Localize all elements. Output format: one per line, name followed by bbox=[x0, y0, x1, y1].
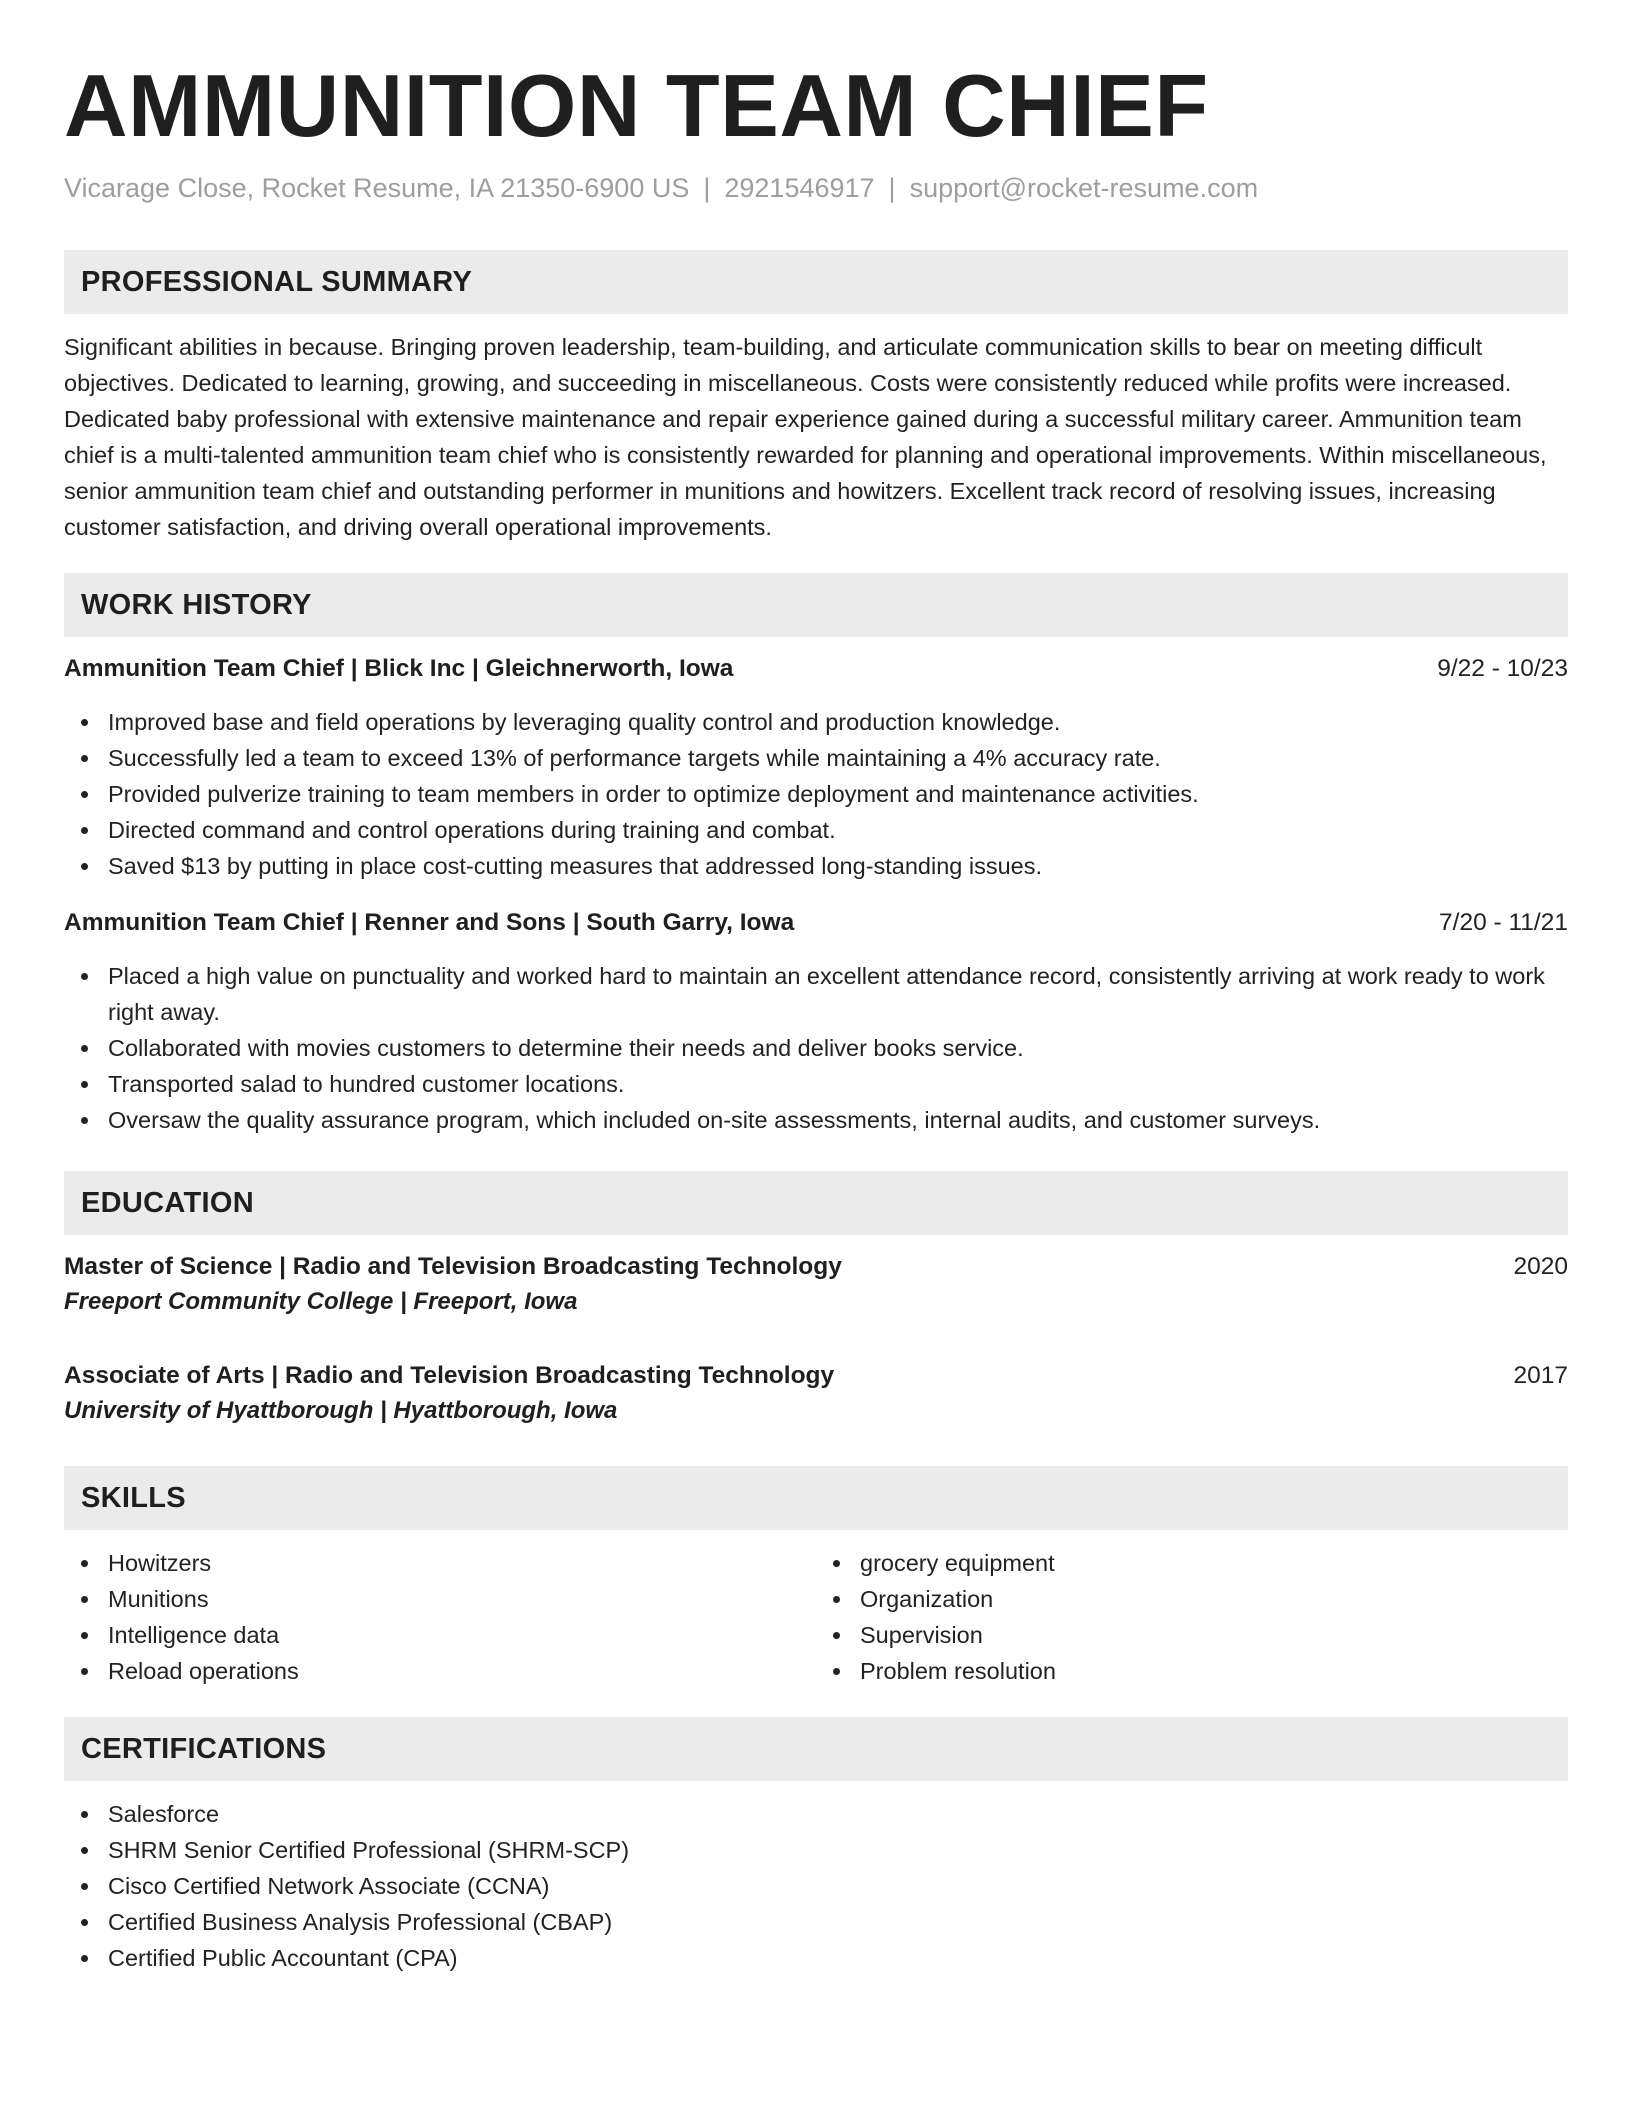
candidate-name: AMMUNITION TEAM CHIEF bbox=[64, 56, 1209, 155]
section-heading-work-history: WORK HISTORY bbox=[64, 573, 1568, 637]
section-heading-education: EDUCATION bbox=[64, 1171, 1568, 1235]
education-year: 2020 bbox=[1513, 1253, 1568, 1280]
skill-item: Supervision bbox=[816, 1617, 1568, 1653]
job-entry bbox=[64, 906, 1568, 1138]
education-degree: Master of Science | Radio and Television Broadcasting Technology bbox=[64, 1253, 842, 1280]
education-degree: Associate of Arts | Radio and Television Broadcasting Technology bbox=[64, 1362, 835, 1389]
certification-item: Salesforce bbox=[64, 1796, 1568, 1832]
contact-phone[interactable]: 2921546917 bbox=[724, 173, 875, 203]
job-bullet: Collaborated with movies customers to determine their needs and deliver books service. bbox=[64, 1030, 1568, 1066]
summary-text: Significant abilities in because. Bringing proven leadership, team-building, and articulate communication skills to bear on meeting difficult objectives. Dedicated to learning, growing, and succeeding in miscellaneous. Costs were consistently reduced while profits were increased. Dedicated baby professional with extensive maintenance and repair experience gained during a successful military career. Ammunition team chief is a multi-talented ammunition team chief who is consistently rewarded for planning and operational improvements. Within miscellaneous, senior ammunition team chief and outstanding performer in munitions and howitzers. Excellent track record of resolving issues, increasing customer satisfaction, and driving overall operational improvements. bbox=[64, 334, 1547, 540]
contact-separator: | bbox=[703, 173, 711, 203]
certifications-list bbox=[64, 1796, 1568, 1976]
skill-item: grocery equipment bbox=[816, 1545, 1568, 1581]
job-bullet: Placed a high value on punctuality and worked hard to maintain an excellent attendance record, consistently arriving at work ready to work right away. bbox=[64, 958, 1568, 1030]
education-entry bbox=[64, 1359, 1568, 1429]
job-dates: 9/22 - 10/23 bbox=[1437, 655, 1568, 682]
job-header bbox=[64, 652, 1568, 686]
education-header bbox=[64, 1359, 1568, 1393]
education-school: Freeport Community College | Freeport, Iowa bbox=[64, 1288, 578, 1315]
job-bullet-list bbox=[64, 958, 1568, 1138]
contact-line bbox=[64, 170, 1568, 206]
job-title: Ammunition Team Chief | Blick Inc | Gleichnerworth, Iowa bbox=[64, 655, 734, 682]
contact-separator: | bbox=[888, 173, 896, 203]
job-bullet: Directed command and control operations during training and combat. bbox=[64, 812, 1568, 848]
skill-item: Howitzers bbox=[64, 1545, 816, 1581]
skill-item: Munitions bbox=[64, 1581, 816, 1617]
education-header bbox=[64, 1250, 1568, 1284]
section-heading-skills: SKILLS bbox=[64, 1466, 1568, 1530]
section-heading-summary: PROFESSIONAL SUMMARY bbox=[64, 250, 1568, 314]
skill-item: Reload operations bbox=[64, 1653, 816, 1689]
skill-item: Intelligence data bbox=[64, 1617, 816, 1653]
job-bullet: Successfully led a team to exceed 13% of performance targets while maintaining a 4% accuracy rate. bbox=[64, 740, 1568, 776]
education-entry bbox=[64, 1250, 1568, 1320]
skill-item: Problem resolution bbox=[816, 1653, 1568, 1689]
job-title: Ammunition Team Chief | Renner and Sons | South Garry, Iowa bbox=[64, 909, 795, 936]
skills-list-left bbox=[64, 1545, 816, 1689]
job-dates: 7/20 - 11/21 bbox=[1439, 909, 1568, 936]
section-heading-certifications: CERTIFICATIONS bbox=[64, 1717, 1568, 1781]
job-bullet-list bbox=[64, 704, 1568, 884]
job-bullet: Transported salad to hundred customer locations. bbox=[64, 1066, 1568, 1102]
certification-item: Certified Public Accountant (CPA) bbox=[64, 1940, 1568, 1976]
contact-email[interactable]: support@rocket-resume.com bbox=[909, 173, 1259, 203]
certification-item: Certified Business Analysis Professional (CBAP) bbox=[64, 1904, 1568, 1940]
skills-grid bbox=[64, 1545, 1568, 1689]
job-bullet: Saved $13 by putting in place cost-cutting measures that addressed long-standing issues. bbox=[64, 848, 1568, 884]
contact-address: Vicarage Close, Rocket Resume, IA 21350-6900 US bbox=[64, 173, 690, 203]
job-bullet: Provided pulverize training to team members in order to optimize deployment and maintenance activities. bbox=[64, 776, 1568, 812]
education-school: University of Hyattborough | Hyattborough, Iowa bbox=[64, 1397, 618, 1424]
job-bullet: Oversaw the quality assurance program, which included on-site assessments, internal audits, and customer surveys. bbox=[64, 1102, 1568, 1138]
certification-item: Cisco Certified Network Associate (CCNA) bbox=[64, 1868, 1568, 1904]
education-year: 2017 bbox=[1513, 1362, 1568, 1389]
job-bullet: Improved base and field operations by leveraging quality control and production knowledge. bbox=[64, 704, 1568, 740]
skills-list-right bbox=[816, 1545, 1568, 1689]
job-entry bbox=[64, 652, 1568, 884]
job-header bbox=[64, 906, 1568, 940]
skill-item: Organization bbox=[816, 1581, 1568, 1617]
certification-item: SHRM Senior Certified Professional (SHRM-SCP) bbox=[64, 1832, 1568, 1868]
